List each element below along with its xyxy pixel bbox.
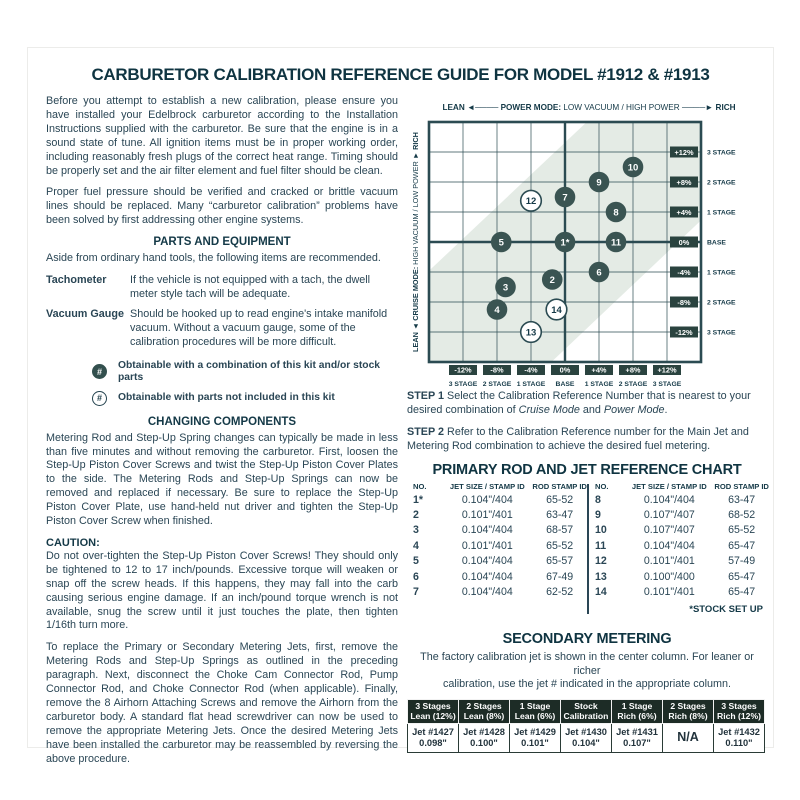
jet-size-cell: 0.107"/407 [643,509,695,522]
x-stage-label: BASE [555,381,575,388]
table-row [409,493,587,508]
intro-paragraph-2: Proper fuel pressure should be verified and cracked or brittle vacuum lines should be replaced. Many “carburetor calibration” problems have been solved by first addressing other engine systems. [46,186,398,227]
table-row [409,570,587,585]
jet-size: 0.101" [521,737,549,748]
cruise-mode-axis-label: LEAN ◄ CRUISE MODE: HIGH VACUUM / LOW POWER ► RICH [411,132,420,352]
jet-size-cell: 0.107"/407 [643,524,695,537]
table-row [591,523,769,538]
legend-item-1 [92,360,398,384]
point-number: 3 [502,282,509,294]
kit-legend [92,360,398,406]
jet-number: Jet #1430 [565,726,607,737]
point-number: 12 [525,196,537,208]
jet-number: Jet #1427 [412,726,454,737]
step-1-label: STEP 1 [407,390,445,402]
jet-size-cell: 0.104"/404 [461,570,513,583]
header-line-1: 1 Stage [621,701,653,712]
jet-size-cell: 0.101"/401 [461,509,513,522]
secondary-header-cell [612,699,663,723]
row-number: 5 [413,555,419,568]
step-1-italic-power: Power Mode [603,403,665,416]
row-number: 2 [413,509,419,522]
y-badge-label: -8% [677,297,691,307]
table-row [591,570,769,585]
x-badge-label: +8% [625,365,641,375]
x-stage-label: 2 STAGE [618,381,648,388]
secondary-value-cell [663,723,714,752]
header-line-1: 2 Stages [670,701,706,712]
calibration-point-6 [589,262,610,283]
row-number: 8 [595,493,601,506]
point-number: 13 [525,327,537,339]
point-number: 1* [560,237,570,249]
row-number: 1* [413,493,424,506]
jet-size-cell: 0.101"/401 [643,586,695,599]
jet-size-cell: 0.101"/401 [643,555,695,568]
rod-stamp-cell: 65-52 [728,524,756,537]
row-number: 4 [413,539,419,552]
header-line-1: 2 Stages [466,701,502,712]
calibration-point-3 [495,277,516,298]
row-number: 6 [413,570,419,583]
y-badge-label: 0% [678,237,690,247]
point-number: 14 [551,304,562,316]
intro-paragraph-1: Before you attempt to establish a new calibration, please ensure you have installed your Edelbrock carburetor according to the Installation Instructions supplied with the carburetor. Be sure that the engine is in a sound state of tune. All ignition items must be in proper working order, including reasonably fresh plugs of the correct heat range. Timing should be properly set and the air filter element and fuel filter should be clean. [46,95,398,177]
header-line-2: Rich (12%) [717,711,761,722]
row-number: 7 [413,586,419,599]
calibration-point-10 [623,157,644,178]
table-row [409,585,587,600]
secondary-header-cell [510,699,561,723]
header-line-1: 3 Stages [721,701,757,712]
jet-number: Jet #1431 [616,726,658,737]
secondary-value-cell [408,723,459,752]
column-header: ROD STAMP ID [714,481,769,491]
calibration-point-7 [555,187,576,208]
jet-size-cell: 0.104"/404 [643,493,695,506]
rod-stamp-cell: 65-52 [546,539,574,552]
document-page [27,47,774,765]
legend-text: Obtainable with parts not included in this kit [118,392,335,404]
calibration-chart [407,98,767,390]
header-line-2: Calibration [563,711,609,722]
y-stage-label: 1 STAGE [707,209,736,217]
calibration-point-12 [521,190,542,211]
jet-size-cell: 0.100"/400 [643,570,695,583]
rod-stamp-cell: 68-52 [728,509,756,522]
table-row [591,554,769,569]
calibration-point-1 [555,232,576,253]
secondary-header-cell [714,699,765,723]
primary-rod-jet-table [409,481,769,601]
jet-size: 0.107" [623,737,651,748]
step-2-label: STEP 2 [407,425,445,438]
rod-stamp-cell: 65-47 [728,539,756,552]
rod-stamp-cell: 63-47 [546,509,574,522]
jet-size-cell: 0.104"/404 [461,555,513,568]
jet-size: 0.098" [419,737,447,748]
table-row [591,508,769,523]
point-number: 6 [596,267,602,279]
step-1: STEP 1 Select the Calibration Reference Number that is nearest to your desired combination of Cruise Mode and Power Mode. [407,390,751,416]
secondary-header-cell [408,699,459,723]
x-badge-label: -12% [454,365,472,375]
y-stage-label: 2 STAGE [707,179,736,187]
changing-components-heading: CHANGING COMPONENTS [147,415,297,428]
y-badge-label: -4% [677,267,691,277]
column-header: JET SIZE / STAMP ID [449,481,525,491]
jet-number: Jet #1428 [463,726,505,737]
calibration-point-5 [491,232,512,253]
point-number: 7 [562,192,568,204]
row-number: 12 [595,555,607,568]
jet-size-cell: 0.104"/404 [461,493,513,506]
secondary-intro: The factory calibration jet is shown in the center column. For leaner or richer calibration, use the jet # indicated in the appropriate column. [420,651,754,691]
table-row [409,523,587,538]
row-number: 11 [595,539,607,552]
stock-setup-footnote: *STOCK SET UP [689,604,763,616]
jet-number: Jet #1432 [718,726,760,737]
replace-jets-paragraph: To replace the Primary or Secondary Metering Jets, first, remove the Metering Rods and Step-Up Springs as outlined in the preceding paragraph. Next, disconnect the Choke Cam Connector Rod, Pump Connector Rod, and Choke Connector Rod (when applicable). Finally, remove the 8 Airhorn Attaching Screws and remove the Airhorn from the carburetor body. A standard flat head screwdriver can now be used to remove the appropriate Metering Jets. Once the desired Metering Jets have been installed the carburetor may be reassembled by reversing the above procedure. [46,641,398,765]
parts-intro: Aside from ordinary hand tools, the following items are recommended. [46,252,381,265]
calibration-point-8 [606,202,627,223]
x-stage-label: 3 STAGE [448,381,478,388]
y-badge-label: +4% [676,207,692,217]
y-badge-label: -12% [675,327,693,337]
header-line-2: Lean (8%) [463,711,505,722]
table-row [409,554,587,569]
column-header: NO. [595,481,609,491]
primary-table-header [409,482,587,491]
rod-stamp-cell: 65-47 [728,586,756,599]
primary-table-left [409,482,587,601]
secondary-value-cell [714,723,765,752]
step-2 [407,426,767,454]
y-stage-label: 1 STAGE [707,269,736,277]
rod-stamp-cell: 67-49 [546,570,574,583]
row-number: 13 [595,570,607,583]
table-divider [587,484,589,615]
point-number: 2 [549,274,555,286]
header-line-2: Rich (6%) [617,711,657,722]
x-stage-label: 3 STAGE [652,381,682,388]
rod-stamp-cell: 57-49 [728,555,756,568]
equipment-description: If the vehicle is not equipped with a tach, the dwell meter style tach will be adequate. [130,274,371,300]
table-row [591,585,769,600]
header-line-1: 3 Stages [415,701,451,712]
x-badge-label: +12% [657,365,677,375]
right-column [407,98,767,753]
jet-size-cell: 0.101"/401 [461,539,513,552]
secondary-metering-table [407,699,765,753]
point-number: 11 [610,237,622,249]
equipment-name: Vacuum Gauge [46,307,125,320]
step-1-text: Select the Calibration Reference Number that is nearest to your desired combination of [407,390,751,416]
rod-stamp-cell: 65-57 [546,555,574,568]
row-number: 10 [595,524,607,537]
secondary-header-row [408,699,765,723]
secondary-metering-heading: SECONDARY METERING [502,631,672,648]
calibration-point-4 [487,299,508,320]
y-stage-label: BASE [707,239,726,247]
column-header: JET SIZE / STAMP ID [631,481,707,491]
row-number: 14 [595,586,607,599]
table-row [591,539,769,554]
secondary-value-cell [510,723,561,752]
x-badge-label: 0% [559,365,571,375]
secondary-header-cell [561,699,612,723]
y-stage-label: 3 STAGE [707,149,736,157]
calibration-point-13 [521,322,542,343]
legend-text: Obtainable with a combination of this kit and/or stock parts [118,359,381,383]
na-value: N/A [677,729,699,744]
calibration-point-9 [589,172,610,193]
header-line-2: Lean (6%) [514,711,556,722]
legend-item-2 [92,391,398,406]
point-number: 10 [627,162,639,174]
point-number: 4 [494,304,500,316]
calibration-chart-svg [407,98,767,390]
secondary-value-row [408,723,765,752]
x-stage-label: 1 STAGE [584,381,614,388]
rod-stamp-cell: 68-57 [546,524,574,537]
secondary-value-cell [561,723,612,752]
rod-stamp-cell: 65-52 [546,493,574,506]
y-badge-label: +8% [676,177,692,187]
jet-size-cell: 0.104"/404 [643,539,695,552]
secondary-header-cell [459,699,510,723]
step-1-italic-cruise: Cruise Mode [518,403,580,416]
jet-size: 0.104" [572,737,600,748]
power-mode-axis-label: LEAN ◄──── POWER MODE: LOW VACUUM / HIGH POWER ────► RICH [442,103,736,112]
jet-size-cell: 0.104"/404 [461,586,513,599]
calibration-point-14 [546,299,567,320]
equipment-description: Should be hooked up to read engine's intake manifold vacuum. Without a vacuum gauge, some of the calibration procedures will be more difficult. [130,307,388,348]
primary-table-heading: PRIMARY ROD AND JET REFERENCE CHART [432,461,742,478]
y-stage-label: 3 STAGE [707,329,736,337]
primary-table-header [591,482,769,491]
header-line-1: Stock [574,701,598,712]
point-number: 8 [613,207,619,219]
caution-paragraph: Do not over-tighten the Step-Up Piston Cover Screws! They should only be tightened to 12 to 17 inch/pounds. Excessive torque will weaken or snap off the screw heads. If this happens, they may fall into the carb causing serious engine damage. If an inch/pound torque wrench is not available, snug the screw until it just touches the plate, then tighten 1/16th turn more. [46,549,398,632]
point-number: 9 [596,177,602,189]
rod-stamp-cell: 62-52 [546,586,574,599]
parts-equipment-heading: PARTS AND EQUIPMENT [153,236,291,249]
column-header: ROD STAMP ID [532,481,587,491]
secondary-value-cell [612,723,663,752]
row-number: 3 [413,524,419,537]
x-stage-label: 2 STAGE [482,381,512,388]
header-line-1: 1 Stage [519,701,551,712]
outline-hash-icon: # [92,391,107,406]
equipment-name: Tachometer [46,274,107,287]
header-line-2: Lean (12%) [410,711,456,722]
calibration-point-2 [542,269,563,290]
rod-stamp-cell: 63-47 [728,493,756,506]
table-row [591,493,769,508]
x-badge-label: -8% [490,365,504,375]
rod-stamp-cell: 65-47 [728,570,756,583]
column-header: NO. [413,481,427,491]
step-2-text: Refer to the Calibration Reference number for the Main Jet and Metering Rod combination to achieve the desired fuel metering. [407,425,749,452]
secondary-header-cell [663,699,714,723]
changing-components-paragraph: Metering Rod and Step-Up Spring changes can typically be made in less than five minutes and without removing the carburetor. First, loosen the Step-Up Piston Cover Screws and twist the Step-Up Piston Cover Plates to the side. The Metering Rods and Step-Up Springs can now be removed and replaced if necessary. Be sure to replace the Step-Up Piston Cover Plate, use hand-held nut driver and tighten the Step-Up Piston Cover Screw when finished. [46,431,398,528]
table-row [409,539,587,554]
equipment-item-1 [46,274,398,302]
row-number: 9 [595,509,601,522]
equipment-list [46,274,398,350]
caution-label: CAUTION: [46,536,100,549]
point-number: 5 [498,237,504,249]
primary-table-right [591,482,769,601]
header-line-2: Rich (8%) [668,711,708,722]
jet-size-cell: 0.104"/404 [461,524,513,537]
x-stage-label: 1 STAGE [516,381,546,388]
equipment-item-2 [46,308,398,350]
left-column [46,95,398,775]
x-badge-label: +4% [591,365,607,375]
y-badge-label: +12% [674,147,694,157]
table-row [409,508,587,523]
filled-hash-icon: # [92,364,107,379]
jet-size: 0.110" [725,737,753,748]
page-title: CARBURETOR CALIBRATION REFERENCE GUIDE FOR MODEL #1912 & #1913 [91,65,710,84]
x-badge-label: -4% [524,365,538,375]
secondary-value-cell [459,723,510,752]
y-stage-label: 2 STAGE [707,299,736,307]
jet-size: 0.100" [470,737,498,748]
jet-number: Jet #1429 [514,726,556,737]
calibration-point-11 [606,232,627,253]
